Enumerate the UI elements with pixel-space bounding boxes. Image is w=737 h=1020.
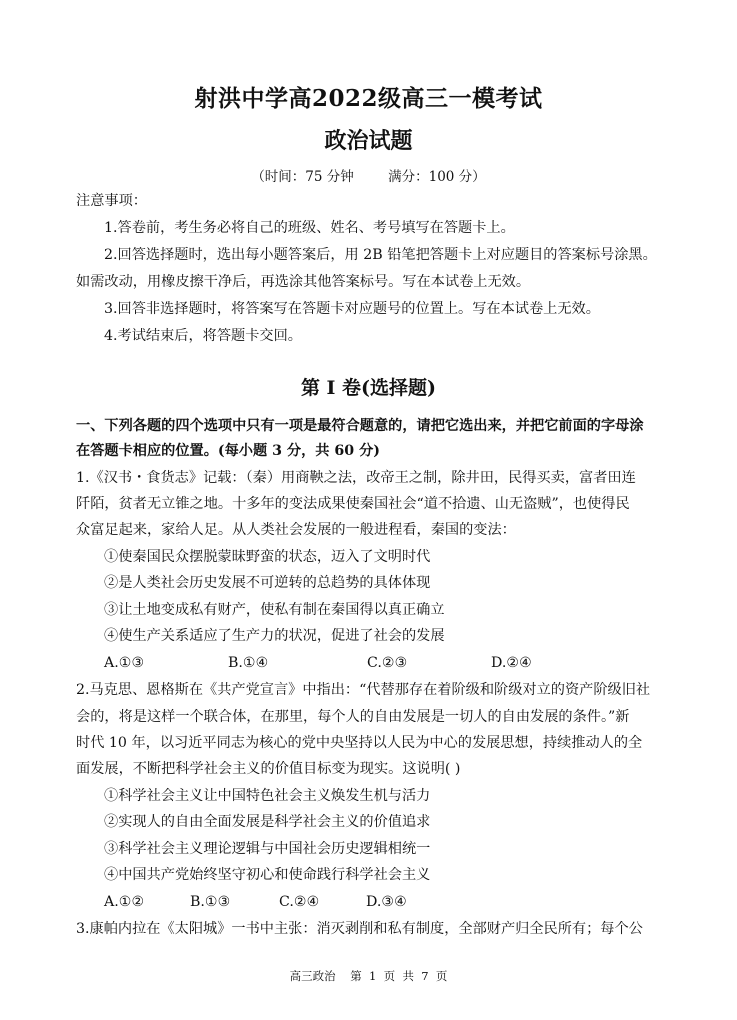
question-2-text: 2.马克思、恩格斯在《共产党宣言》中指出：“代替那存在着阶级和阶级对立的资产阶级旧社 [76, 682, 651, 698]
question-1-item: ②是人类社会历史发展不可逆转的总趋势的具体体现 [104, 575, 431, 591]
question-3-text: 3.康帕内拉在《太阳城》一书中主张：消灭剥削和私有制度，全部财产归全民所有；每个公 [76, 921, 643, 937]
question-2-item: ①科学社会主义让中国特色社会主义焕发生机与活力 [104, 788, 431, 804]
question-1-item: ③让土地变成私有财产，使私有制在秦国得以真正确立 [104, 602, 445, 618]
note-line: 2.回答选择题时，选出每小题答案后，用 2B 铅笔把答题卡上对应题目的答案标号涂黑。 [104, 247, 657, 263]
question-2-option-d: D.③④ [366, 894, 407, 910]
question-2-item: ③科学社会主义理论逻辑与中国社会历史逻辑相统一 [104, 841, 431, 857]
note-line: 3.回答非选择题时，将答案写在答题卡对应题号的位置上。写在本试卷上无效。 [104, 301, 600, 317]
part-instruction: 一、下列各题的四个选项中只有一项是最符合题意的，请把它选出来，并把它前面的字母涂 [76, 418, 644, 434]
question-2-text: 会的，将是这样一个联合体，在那里，每个人的自由发展是一切人的自由发展的条件。”新 [76, 709, 630, 725]
question-1-option-b: B.①④ [228, 655, 269, 671]
note-line: 如需改动，用橡皮擦干净后，再选涂其他答案标号。写在本试卷上无效。 [76, 274, 531, 290]
subject-title: 政治试题 [324, 128, 413, 154]
part-instruction: 在答题卡相应的位置。(每小题 3 分，共 60 分) [76, 443, 380, 459]
question-2-text: 时代 10 年，以习近平同志为核心的党中央坚持以人民为中心的发展思想，持续推动人的全 [76, 735, 643, 751]
note-line: 1.答卷前，考生务必将自己的班级、姓名、考号填写在答题卡上。 [104, 220, 515, 236]
question-2-option-b: B.①③ [190, 894, 231, 910]
note-line: 4.考试结束后，将答题卡交回。 [104, 328, 302, 344]
notes-heading: 注意事项： [76, 193, 147, 209]
question-1-text: 众富足起来，家给人足。从人类社会发展的一般进程看，秦国的变法： [76, 522, 516, 538]
question-2-item: ④中国共产党始终坚守初心和使命践行科学社会主义 [104, 867, 431, 883]
question-1-item: ④使生产关系适应了生产力的状况，促进了社会的发展 [104, 628, 445, 644]
question-2-option-c: C.②④ [279, 894, 320, 910]
time-info: （时间：75 分钟 满分：100 分） [251, 169, 486, 185]
question-1-option-d: D.②④ [491, 655, 532, 671]
question-1-text: 阡陌，贫者无立锥之地。十多年的变法成果使秦国社会“道不拾遗、山无盗贼”，也使得民 [76, 496, 630, 512]
section-title: 第 I 卷(选择题) [300, 377, 437, 399]
question-1-option-a: A.①③ [104, 655, 145, 671]
page-footer: 高三政治 第 1 页 共 7 页 [289, 969, 448, 983]
question-1-item: ①使秦国民众摆脱蒙昧野蛮的状态，迈入了文明时代 [104, 549, 431, 565]
question-2-option-a: A.①② [104, 894, 145, 910]
question-1-text: 1.《汉书・食货志》记载：（秦）用商鞅之法，改帝王之制，除井田，民得买卖，富者田连 [76, 470, 636, 486]
question-2-item: ②实现人的自由全面发展是科学社会主义的价值追求 [104, 814, 431, 830]
question-1-option-c: C.②③ [367, 655, 408, 671]
exam-title: 射洪中学高2022级高三一模考试 [194, 85, 543, 112]
question-2-text: 面发展，不断把科学社会主义的价值目标变为现实。这说明( ) [76, 761, 461, 777]
